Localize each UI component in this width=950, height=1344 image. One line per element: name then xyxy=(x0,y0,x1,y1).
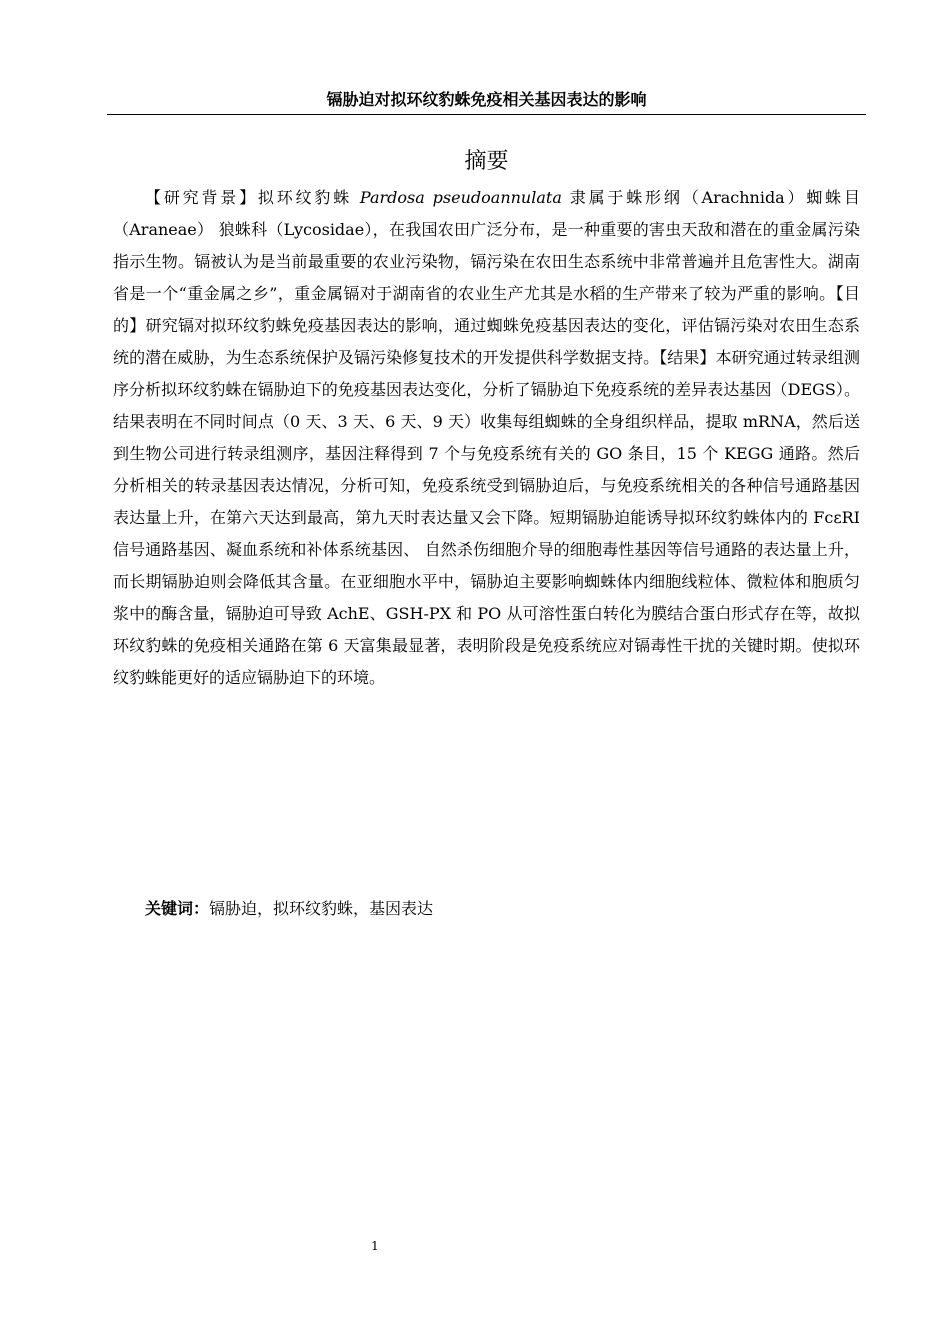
species-latin-name: Pardosa pseudoannulata xyxy=(359,188,562,207)
abstract-heading: 摘要 xyxy=(464,149,509,174)
page-number: 1 xyxy=(371,1239,379,1253)
header-divider xyxy=(107,114,866,115)
keywords-label: 关键词： xyxy=(145,899,210,918)
abstract-paragraph xyxy=(113,182,860,694)
keywords-text: 镉胁迫，拟环纹豹蛛，基因表达 xyxy=(209,899,434,918)
keywords-line xyxy=(113,893,860,925)
running-header-title: 镉胁迫对拟环纹豹蛛免疫相关基因表达的影响 xyxy=(326,90,647,109)
abstract-text-part-2: 隶属于蛛形纲（Arachnida）蜘蛛目（Araneae） 狼蛛科（Lycosidae），在我国农田广泛分布，是一种重要的害虫天敌和潜在的重金属污染指示生物。镉被认为是当前最重要的农业污染物，镉污染在农田生态系统中非常普遍并且危害性大。湖南省是一个“重金属之乡”，重金属镉对于湖南省的农业生产尤其是水稻的生产带来了较为严重的影响。【目的】研究镉对拟环纹豹蛛免疫基因表达的影响，通过蜘蛛免疫基因表达的变化，评估镉污染对农田生态系统的潜在威胁，为生态系统保护及镉污染修复技术的开发提供科学数据支持。【结果】本研究通过转录组测序分析拟环纹豹蛛在镉胁迫下的免疫基因表达变化，分析了镉胁迫下免疫系统的差异表达基因（DEGS）。结果表明在不同时间点（0 天、3 天、6 天、9 天）收集每组蜘蛛的全身组织样品，提取 mRNA，然后送到生物公司进行转录组测序，基因注释得到 7 个与免疫系统有关的 GO 条目，15 个 KEGG 通路。然后分析相关的转录基因表达情况，分析可知，免疫系统受到镉胁迫后，与免疫系统相关的各种信号通路基因表达量上升，在第六天达到最高，第九天时表达量又会下降。短期镉胁迫能诱导拟环纹豹蛛体内的 FcεRI 信号通路基因、凝血系统和补体系统基因、 自然杀伤细胞介导的细胞毒性基因等信号通路的表达量上升，而长期镉胁迫则会降低其含量。在亚细胞水平中，镉胁迫主要影响蜘蛛体内细胞线粒体、微粒体和胞质匀浆中的酶含量，镉胁迫可导致 AchE、GSH-PX 和 PO 从可溶性蛋白转化为膜结合蛋白形式存在等，故拟环纹豹蛛的免疫相关通路在第 6 天富集最显著，表明阶段是免疫系统应对镉毒性干扰的关键时期。使拟环纹豹蛛能更好的适应镉胁迫下的环境。 xyxy=(113,188,860,687)
abstract-text-part-1: 【研究背景】拟环纹豹蛛 xyxy=(145,188,360,207)
